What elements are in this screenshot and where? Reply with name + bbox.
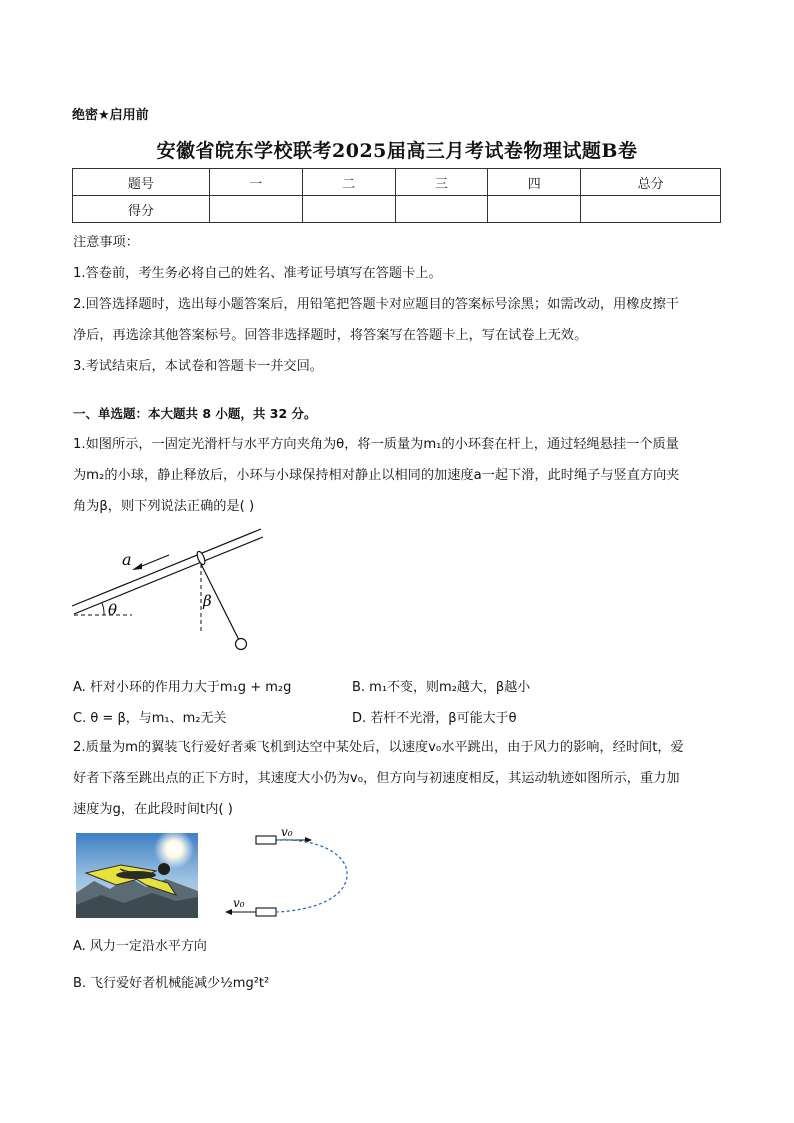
trajectory-path (277, 840, 347, 912)
question-1-text: 角为β，则下列说法正确的是( ) (73, 499, 255, 514)
score-row-label: 得分 (73, 196, 210, 223)
score-header-cell: 一 (209, 169, 302, 196)
option-a: A. 杆对小环的作用力大于m₁g + m₂g (73, 680, 292, 695)
score-cell (581, 196, 721, 223)
score-header-cell: 三 (395, 169, 488, 196)
confidential-label: 绝密★启用前 (72, 108, 149, 123)
question-2-text: 好者下落至跳出点的正下方时，其速度大小仍为v₀，但方向与初速度相反，其运动轨迹如图所示，重力加 (73, 771, 680, 786)
jumper-end-icon (256, 908, 276, 916)
score-header-cell: 二 (302, 169, 395, 196)
wingsuit-photo (76, 833, 198, 918)
score-cell (302, 196, 395, 223)
question-1-text: 为m₂的小球，静止释放后，小环与小球保持相对静止以相同的加速度a一起下滑，此时绳子与竖直方向夹 (73, 468, 680, 483)
option-d: D. 若杆不光滑，β可能大于θ (352, 711, 517, 726)
option-b: B. 飞行爱好者机械能减少½mg²t² (73, 976, 270, 991)
score-cell (209, 196, 302, 223)
acceleration-label: a (122, 550, 132, 569)
note-item: 1.答卷前，考生务必将自己的姓名、准考证号填写在答题卡上。 (73, 266, 442, 281)
v0-top-label: v₀ (281, 826, 293, 839)
option-c: C. θ = β，与m₁、m₂无关 (73, 711, 227, 726)
rod-upper-edge (72, 529, 261, 606)
section-title: 一、单选题：本大题共 8 小题，共 32 分。 (73, 406, 317, 421)
score-header-cell: 总分 (581, 169, 721, 196)
notes-title: 注意事项： (73, 235, 139, 250)
score-header-cell: 四 (488, 169, 581, 196)
score-table-header-row (73, 169, 721, 196)
velocity-arrowhead-bottom (225, 909, 232, 915)
theta-arc (102, 603, 104, 615)
score-table-score-row (73, 196, 721, 223)
question-1-text: 1.如图所示，一固定光滑杆与水平方向夹角为θ，将一质量为m₁的小环套在杆上，通过轻绳悬挂一个质量 (73, 437, 679, 452)
score-cell (395, 196, 488, 223)
note-item: 2.回答选择题时，选出每小题答案后，用铅笔把答题卡对应题目的答案标号涂黑；如需改动，用橡皮擦干 (73, 297, 680, 312)
jumper-start-icon (256, 836, 276, 844)
score-header-cell: 题号 (73, 169, 210, 196)
question-1-figure (66, 524, 271, 659)
score-table (72, 168, 721, 223)
beta-label: β (203, 592, 212, 610)
rod-lower-edge (74, 537, 263, 614)
note-item: 3.考试结束后，本试卷和答题卡一并交回。 (73, 359, 323, 374)
question-2-text: 速度为g，在此段时间t内( ) (73, 802, 233, 817)
acceleration-arrowhead (132, 563, 142, 570)
note-item: 净后，再选涂其他答案标号。回答非选择题时，将答案写在答题卡上，写在试卷上无效。 (73, 328, 588, 343)
score-cell (488, 196, 581, 223)
ball-icon (236, 639, 247, 650)
option-a: A. 风力一定沿水平方向 (73, 939, 207, 954)
question-2-text: 2.质量为m的翼装飞行爱好者乘飞机到达空中某处后，以速度v₀水平跳出，由于风力的影响，经时间t，爱 (73, 740, 684, 755)
trajectory-figure (225, 826, 355, 920)
page-title: 安徽省皖东学校联考2025届高三月考试卷物理试题B卷 (156, 140, 638, 162)
option-b: B. m₁不变，则m₂越大，β越小 (352, 680, 531, 695)
v0-bottom-label: v₀ (233, 896, 245, 910)
theta-label: θ (108, 601, 118, 619)
